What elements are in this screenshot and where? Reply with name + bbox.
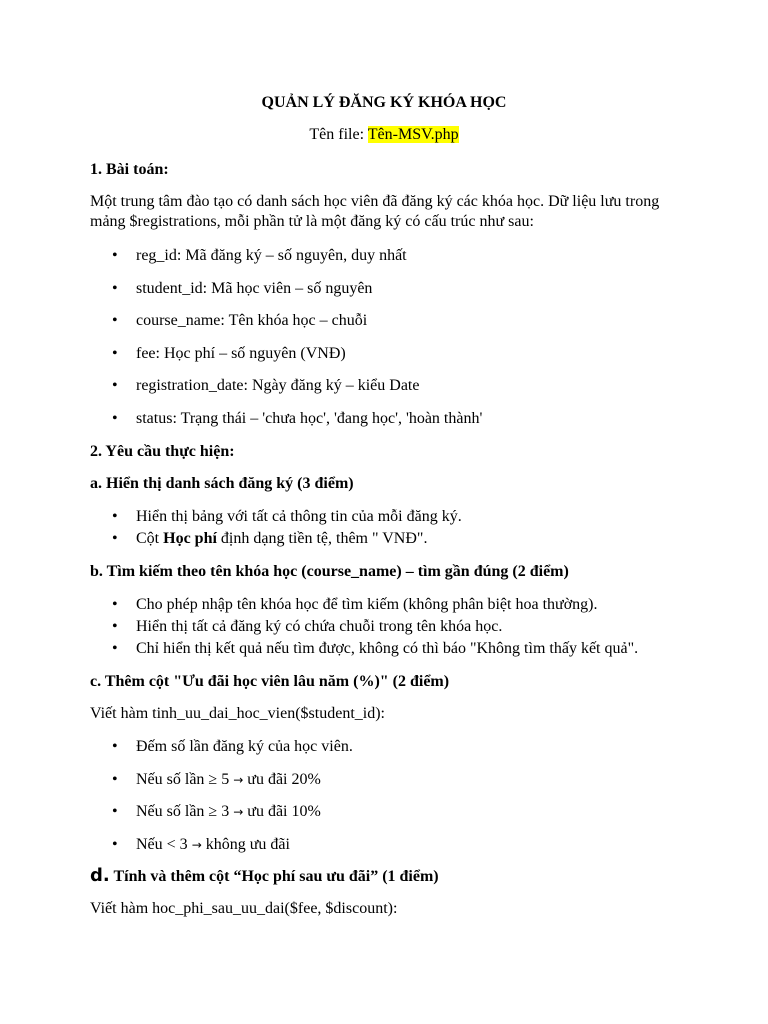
list-item: • status: Trạng thái – 'chưa học', 'đang học', 'hoàn thành' [90,409,690,442]
subsection-d-letter: d. [90,865,110,886]
subsection-b-list [90,595,690,661]
list-item [90,770,690,803]
subsection-b-heading: b. Tìm kiếm theo tên khóa học (course_name) – tìm gần đúng (2 điểm) [90,563,569,580]
list-item: • Cho phép nhập tên khóa học để tìm kiếm (không phân biệt hoa thường). [90,595,690,617]
section-2-heading: 2. Yêu cầu thực hiện: [90,443,235,460]
text-fragment: Cột [136,530,164,547]
list-item [90,835,690,868]
list-item [90,529,690,551]
file-name-highlight: Tên-MSV.php [367,126,459,143]
list-item: • fee: Học phí – số nguyên (VNĐ) [90,344,690,377]
text-fragment: Nếu số lần ≥ 3 [136,803,234,821]
subsection-d-function: Viết hàm hoc_phi_sau_uu_dai($fee, $discount): [90,900,398,917]
subsection-c-heading: c. Thêm cột "Ưu đãi học viên lâu năm (%)" (2 điểm) [90,673,450,690]
right-arrow-icon: → [233,772,244,787]
list-item: • Hiển thị bảng với tất cả thông tin của mỗi đăng ký. [90,507,690,529]
text-fragment: ưu đãi 10% [243,803,321,821]
list-item: • registration_date: Ngày đăng ký – kiểu Date [90,376,690,409]
document-title: QUẢN LÝ ĐĂNG KÝ KHÓA HỌC [261,94,507,111]
text-fragment: không ưu đãi [201,835,290,853]
text-fragment: ưu đãi 20% [243,770,321,788]
subsection-d-title: Tính và thêm cột “Học phí sau ưu đãi” (1 điểm) [109,868,439,885]
bold-term: Học phí [163,530,217,547]
list-item [90,802,690,835]
text-fragment: Nếu số lần ≥ 5 [136,770,234,788]
paragraph-line-2: mảng $registrations, mỗi phần tử là một đăng ký có cấu trúc như sau: [90,213,534,230]
text-fragment: Nếu < 3 [136,835,192,853]
section-1-paragraph [90,192,690,232]
list-item: • Hiển thị tất cả đăng ký có chứa chuỗi trong tên khóa học. [90,617,690,639]
list-item: • course_name: Tên khóa học – chuỗi [90,311,690,344]
list-item: • Chỉ hiển thị kết quả nếu tìm được, không có thì báo "Không tìm thấy kết quả". [90,639,690,661]
list-item: • student_id: Mã học viên – số nguyên [90,279,690,312]
section-1-heading: 1. Bài toán: [90,161,169,178]
file-name-line [0,125,768,145]
right-arrow-icon: → [233,805,244,820]
field-list [90,246,690,442]
subsection-a-heading: a. Hiển thị danh sách đăng ký (3 điểm) [90,475,354,492]
subsection-d-heading [90,865,690,888]
list-item: • reg_id: Mã đăng ký – số nguyên, duy nhất [90,246,690,279]
list-item: • Đếm số lần đăng ký của học viên. [90,737,690,770]
subsection-c-list [90,737,690,867]
subsection-c-function: Viết hàm tinh_uu_dai_hoc_vien($student_id): [90,705,385,722]
file-label: Tên file: [309,126,368,143]
right-arrow-icon: → [191,837,202,852]
text-fragment: định dạng tiền tệ, thêm " VNĐ". [216,530,428,547]
subsection-a-list [90,507,690,551]
paragraph-line-1: Một trung tâm đào tạo có danh sách học viên đã đăng ký các khóa học. Dữ liệu lưu trong [90,193,660,210]
